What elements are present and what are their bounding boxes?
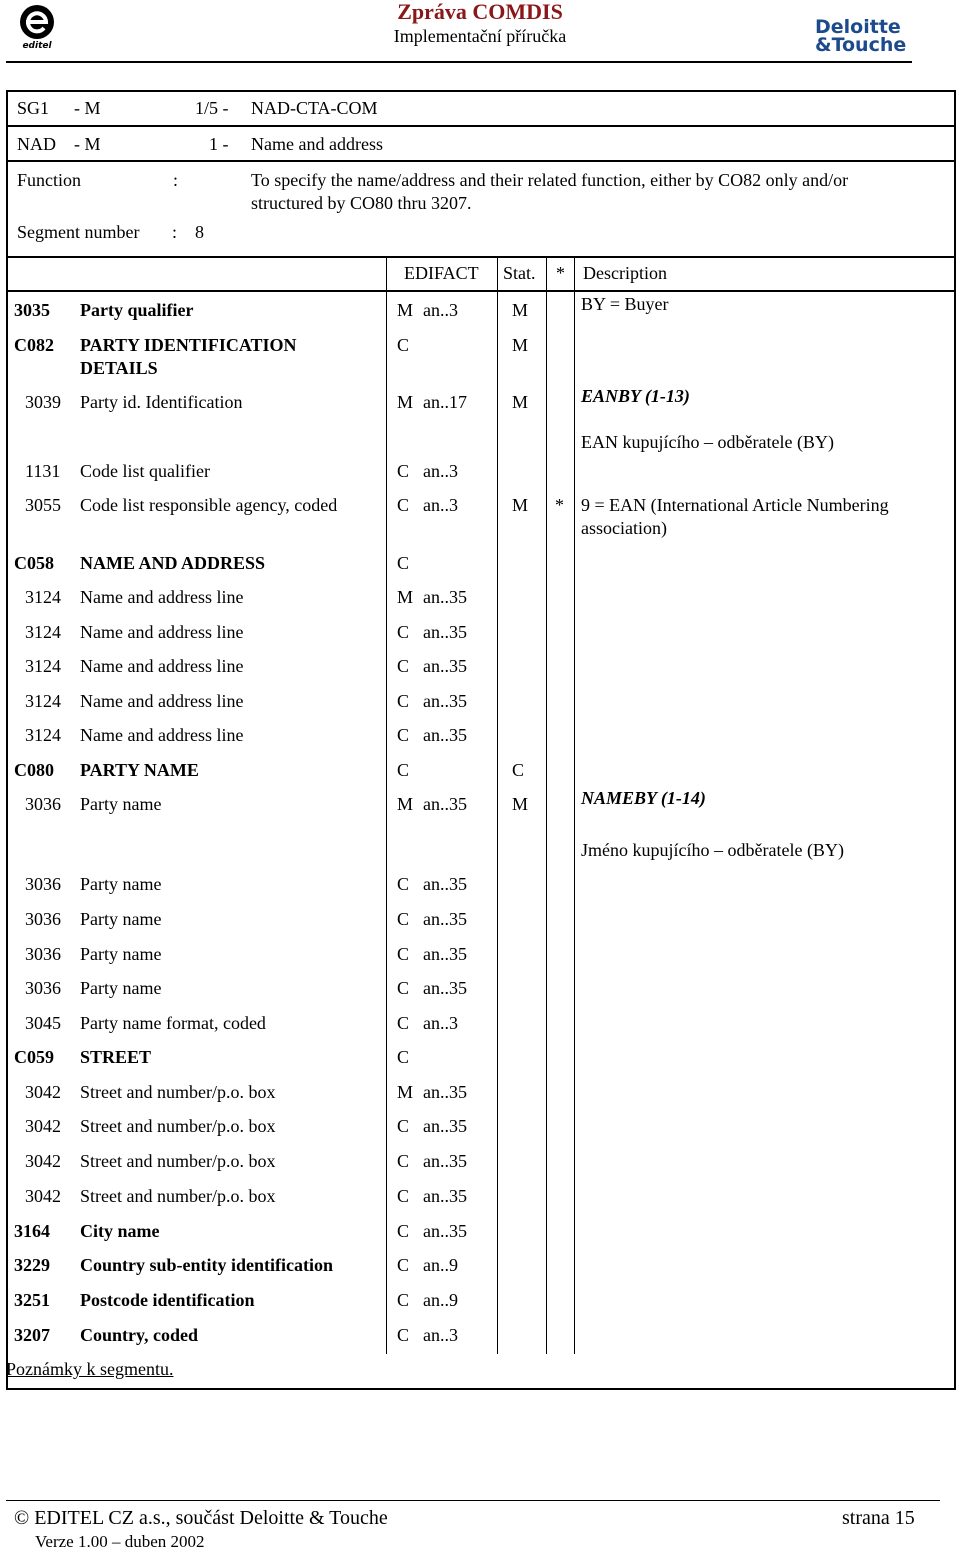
deloitte-logo-line2: &Touche xyxy=(815,34,907,56)
function-text-line1: To specify the name/address and their related function, either by CO82 only and/or xyxy=(251,170,849,190)
element-format: an..35 xyxy=(423,794,467,814)
element-format: an..35 xyxy=(423,1186,467,1206)
element-name: Party name xyxy=(80,944,162,964)
element-format: an..35 xyxy=(423,691,467,711)
element-name: Postcode identification xyxy=(80,1290,255,1310)
element-stat: M xyxy=(512,300,529,320)
element-code: 3042 xyxy=(25,1186,61,1206)
table-row xyxy=(0,1324,960,1348)
element-format: an..35 xyxy=(423,1116,467,1136)
table-row xyxy=(0,873,960,897)
footer-copyright: © EDITEL CZ a.s., součást Deloitte & Touche xyxy=(14,1507,388,1529)
element-format: an..3 xyxy=(423,1013,458,1033)
element-status: C xyxy=(397,1116,410,1136)
element-description-line2: association) xyxy=(581,518,667,538)
element-format: an..3 xyxy=(423,300,458,320)
element-name: Party name xyxy=(80,978,162,998)
element-status: C xyxy=(397,909,410,929)
header-edifact: EDIFACT xyxy=(404,263,479,283)
nad-name: Name and address xyxy=(251,134,383,154)
element-name: Name and address line xyxy=(80,656,244,676)
document-title: Zpráva COMDIS xyxy=(397,0,563,24)
element-format: an..17 xyxy=(423,392,467,412)
element-description: 9 = EAN (International Article Numbering xyxy=(581,495,889,515)
footer-rule xyxy=(6,1500,940,1501)
table-row xyxy=(0,294,960,323)
table-row xyxy=(0,621,960,645)
element-stat: M xyxy=(512,335,529,355)
element-status: C xyxy=(397,622,410,642)
table-row xyxy=(0,1081,960,1105)
table-row xyxy=(0,839,960,863)
element-code: C059 xyxy=(14,1047,54,1067)
element-name: Street and number/p.o. box xyxy=(80,1116,276,1136)
sg-name: NAD-CTA-COM xyxy=(251,98,378,118)
element-format: an..35 xyxy=(423,1221,467,1241)
table-row xyxy=(0,334,960,378)
table-row xyxy=(0,586,960,610)
element-description: NAMEBY (1-14) xyxy=(581,788,706,808)
sg-status: - M xyxy=(74,98,101,118)
table-row xyxy=(0,1012,960,1036)
table-row xyxy=(0,494,960,538)
table-row xyxy=(0,977,960,1001)
element-code: 3124 xyxy=(25,622,61,642)
table-row xyxy=(0,690,960,714)
element-name: Code list responsible agency, coded xyxy=(80,495,338,515)
function-text-line2: structured by CO80 thru 3207. xyxy=(251,193,472,213)
element-status: C xyxy=(397,944,410,964)
element-name: PARTY IDENTIFICATION xyxy=(80,335,297,355)
element-status: C xyxy=(397,725,410,745)
element-code: 3045 xyxy=(25,1013,61,1033)
element-format: an..35 xyxy=(423,725,467,745)
element-code: 3229 xyxy=(14,1255,50,1275)
element-code: 3042 xyxy=(25,1082,61,1102)
element-status: C xyxy=(397,461,410,481)
table-row xyxy=(0,788,960,817)
element-format: an..3 xyxy=(423,461,458,481)
element-status: C xyxy=(397,1186,410,1206)
element-code: 3042 xyxy=(25,1151,61,1171)
element-name-line2: DETAILS xyxy=(80,358,158,378)
element-code: 3036 xyxy=(25,909,61,929)
element-stat: M xyxy=(512,495,529,515)
element-format: an..9 xyxy=(423,1290,458,1310)
element-code: 3164 xyxy=(14,1221,50,1241)
segment-number-colon: : xyxy=(172,222,178,242)
header-rule xyxy=(6,61,912,63)
table-row xyxy=(0,943,960,967)
table-row xyxy=(0,724,960,748)
segment-notes-link[interactable]: Poznámky k segmentu. xyxy=(6,1359,174,1379)
element-description: Jméno kupujícího – odběratele (BY) xyxy=(581,840,844,860)
table-row xyxy=(0,1185,960,1209)
sg-repetition: 1/5 - xyxy=(195,98,229,118)
element-format: an..35 xyxy=(423,656,467,676)
element-code: 3035 xyxy=(14,300,50,320)
element-status: M xyxy=(397,392,414,412)
element-status: M xyxy=(397,794,414,814)
element-description: BY = Buyer xyxy=(581,294,669,314)
element-name: Street and number/p.o. box xyxy=(80,1151,276,1171)
element-status: C xyxy=(397,1013,410,1033)
element-name: Street and number/p.o. box xyxy=(80,1082,276,1102)
table-row xyxy=(0,1115,960,1139)
header-stat: Stat. xyxy=(503,263,536,283)
element-code: C058 xyxy=(14,553,54,573)
element-name: Party name format, coded xyxy=(80,1013,266,1033)
deloitte-logo-line1: Deloitte xyxy=(815,16,901,38)
element-status: M xyxy=(397,1082,414,1102)
element-name: Code list qualifier xyxy=(80,461,210,481)
element-code: 3036 xyxy=(25,794,61,814)
element-name: Name and address line xyxy=(80,587,244,607)
element-status: M xyxy=(397,587,414,607)
element-format: an..35 xyxy=(423,1082,467,1102)
element-code: C082 xyxy=(14,335,54,355)
element-name: PARTY NAME xyxy=(80,760,199,780)
element-code: 3124 xyxy=(25,691,61,711)
element-name: Party id. Identification xyxy=(80,392,243,412)
element-code: 3036 xyxy=(25,978,61,998)
segment-number-label: Segment number xyxy=(17,222,140,242)
element-status: C xyxy=(397,553,410,573)
element-status: C xyxy=(397,1047,410,1067)
element-status: C xyxy=(397,1325,410,1345)
element-code: 3207 xyxy=(14,1325,50,1345)
element-format: an..35 xyxy=(423,944,467,964)
element-description: EAN kupujícího – odběratele (BY) xyxy=(581,432,834,452)
element-name: Country sub-entity identification xyxy=(80,1255,334,1275)
element-code: C080 xyxy=(14,760,54,780)
element-name: Name and address line xyxy=(80,725,244,745)
element-status: C xyxy=(397,335,410,355)
table-header-rule xyxy=(6,290,956,292)
nad-code: NAD xyxy=(17,134,56,154)
element-status: C xyxy=(397,978,410,998)
element-format: an..35 xyxy=(423,874,467,894)
element-code: 3124 xyxy=(25,587,61,607)
element-code: 1131 xyxy=(25,461,61,481)
element-name: Name and address line xyxy=(80,691,244,711)
element-format: an..35 xyxy=(423,622,467,642)
element-name: City name xyxy=(80,1221,160,1241)
element-status: M xyxy=(397,300,414,320)
element-status: C xyxy=(397,760,410,780)
document-subtitle: Implementační příručka xyxy=(393,26,567,46)
table-row xyxy=(0,1254,960,1278)
element-status: C xyxy=(397,495,410,515)
header-description: Description xyxy=(583,263,667,283)
element-code: 3036 xyxy=(25,874,61,894)
editel-logo-text: editel xyxy=(22,41,52,50)
element-format: an..3 xyxy=(423,1325,458,1345)
element-code: 3124 xyxy=(25,725,61,745)
element-format: an..35 xyxy=(423,978,467,998)
table-row xyxy=(0,908,960,932)
element-name: STREET xyxy=(80,1047,152,1067)
element-status: C xyxy=(397,1221,410,1241)
element-status: C xyxy=(397,656,410,676)
element-status: C xyxy=(397,874,410,894)
table-row xyxy=(0,655,960,679)
element-code: 3055 xyxy=(25,495,61,515)
element-stat: C xyxy=(512,760,525,780)
segment-number-value: 8 xyxy=(195,222,204,242)
segment-box-divider-2 xyxy=(6,160,956,162)
nad-repetition: 1 - xyxy=(209,134,229,154)
table-row xyxy=(0,460,960,484)
table-row xyxy=(0,431,960,455)
element-status: C xyxy=(397,1151,410,1171)
element-format: an..35 xyxy=(423,587,467,607)
function-colon: : xyxy=(173,170,179,190)
element-name: Party qualifier xyxy=(80,300,194,320)
element-code: 3124 xyxy=(25,656,61,676)
element-format: an..3 xyxy=(423,495,458,515)
element-name: NAME AND ADDRESS xyxy=(80,553,266,573)
deloitte-touche-logo xyxy=(815,18,906,54)
element-stat: M xyxy=(512,794,529,814)
element-name: Street and number/p.o. box xyxy=(80,1186,276,1206)
element-format: an..9 xyxy=(423,1255,458,1275)
function-label: Function xyxy=(17,170,82,190)
segment-box-divider-1 xyxy=(6,125,956,127)
footer-page-number: strana 15 xyxy=(842,1507,915,1529)
sg-code: SG1 xyxy=(17,98,50,118)
table-row xyxy=(0,386,960,415)
table-row xyxy=(0,552,960,576)
element-star: * xyxy=(555,495,564,515)
element-format: an..35 xyxy=(423,1151,467,1171)
header-star: * xyxy=(556,263,565,283)
element-status: C xyxy=(397,691,410,711)
element-status: C xyxy=(397,1290,410,1310)
element-format: an..35 xyxy=(423,909,467,929)
table-row xyxy=(0,759,960,783)
table-row xyxy=(0,1150,960,1174)
element-name: Party name xyxy=(80,909,162,929)
nad-status: - M xyxy=(74,134,101,154)
element-description: EANBY (1-13) xyxy=(581,386,690,406)
element-code: 3042 xyxy=(25,1116,61,1136)
table-row xyxy=(0,1289,960,1313)
element-name: Country, coded xyxy=(80,1325,199,1345)
table-row xyxy=(0,1046,960,1070)
element-name: Party name xyxy=(80,874,162,894)
element-stat: M xyxy=(512,392,529,412)
element-code: 3036 xyxy=(25,944,61,964)
table-row xyxy=(0,1220,960,1244)
element-name: Name and address line xyxy=(80,622,244,642)
element-name: Party name xyxy=(80,794,162,814)
footer-version: Verze 1.00 – duben 2002 xyxy=(35,1532,205,1551)
element-code: 3251 xyxy=(14,1290,50,1310)
element-code: 3039 xyxy=(25,392,61,412)
element-status: C xyxy=(397,1255,410,1275)
